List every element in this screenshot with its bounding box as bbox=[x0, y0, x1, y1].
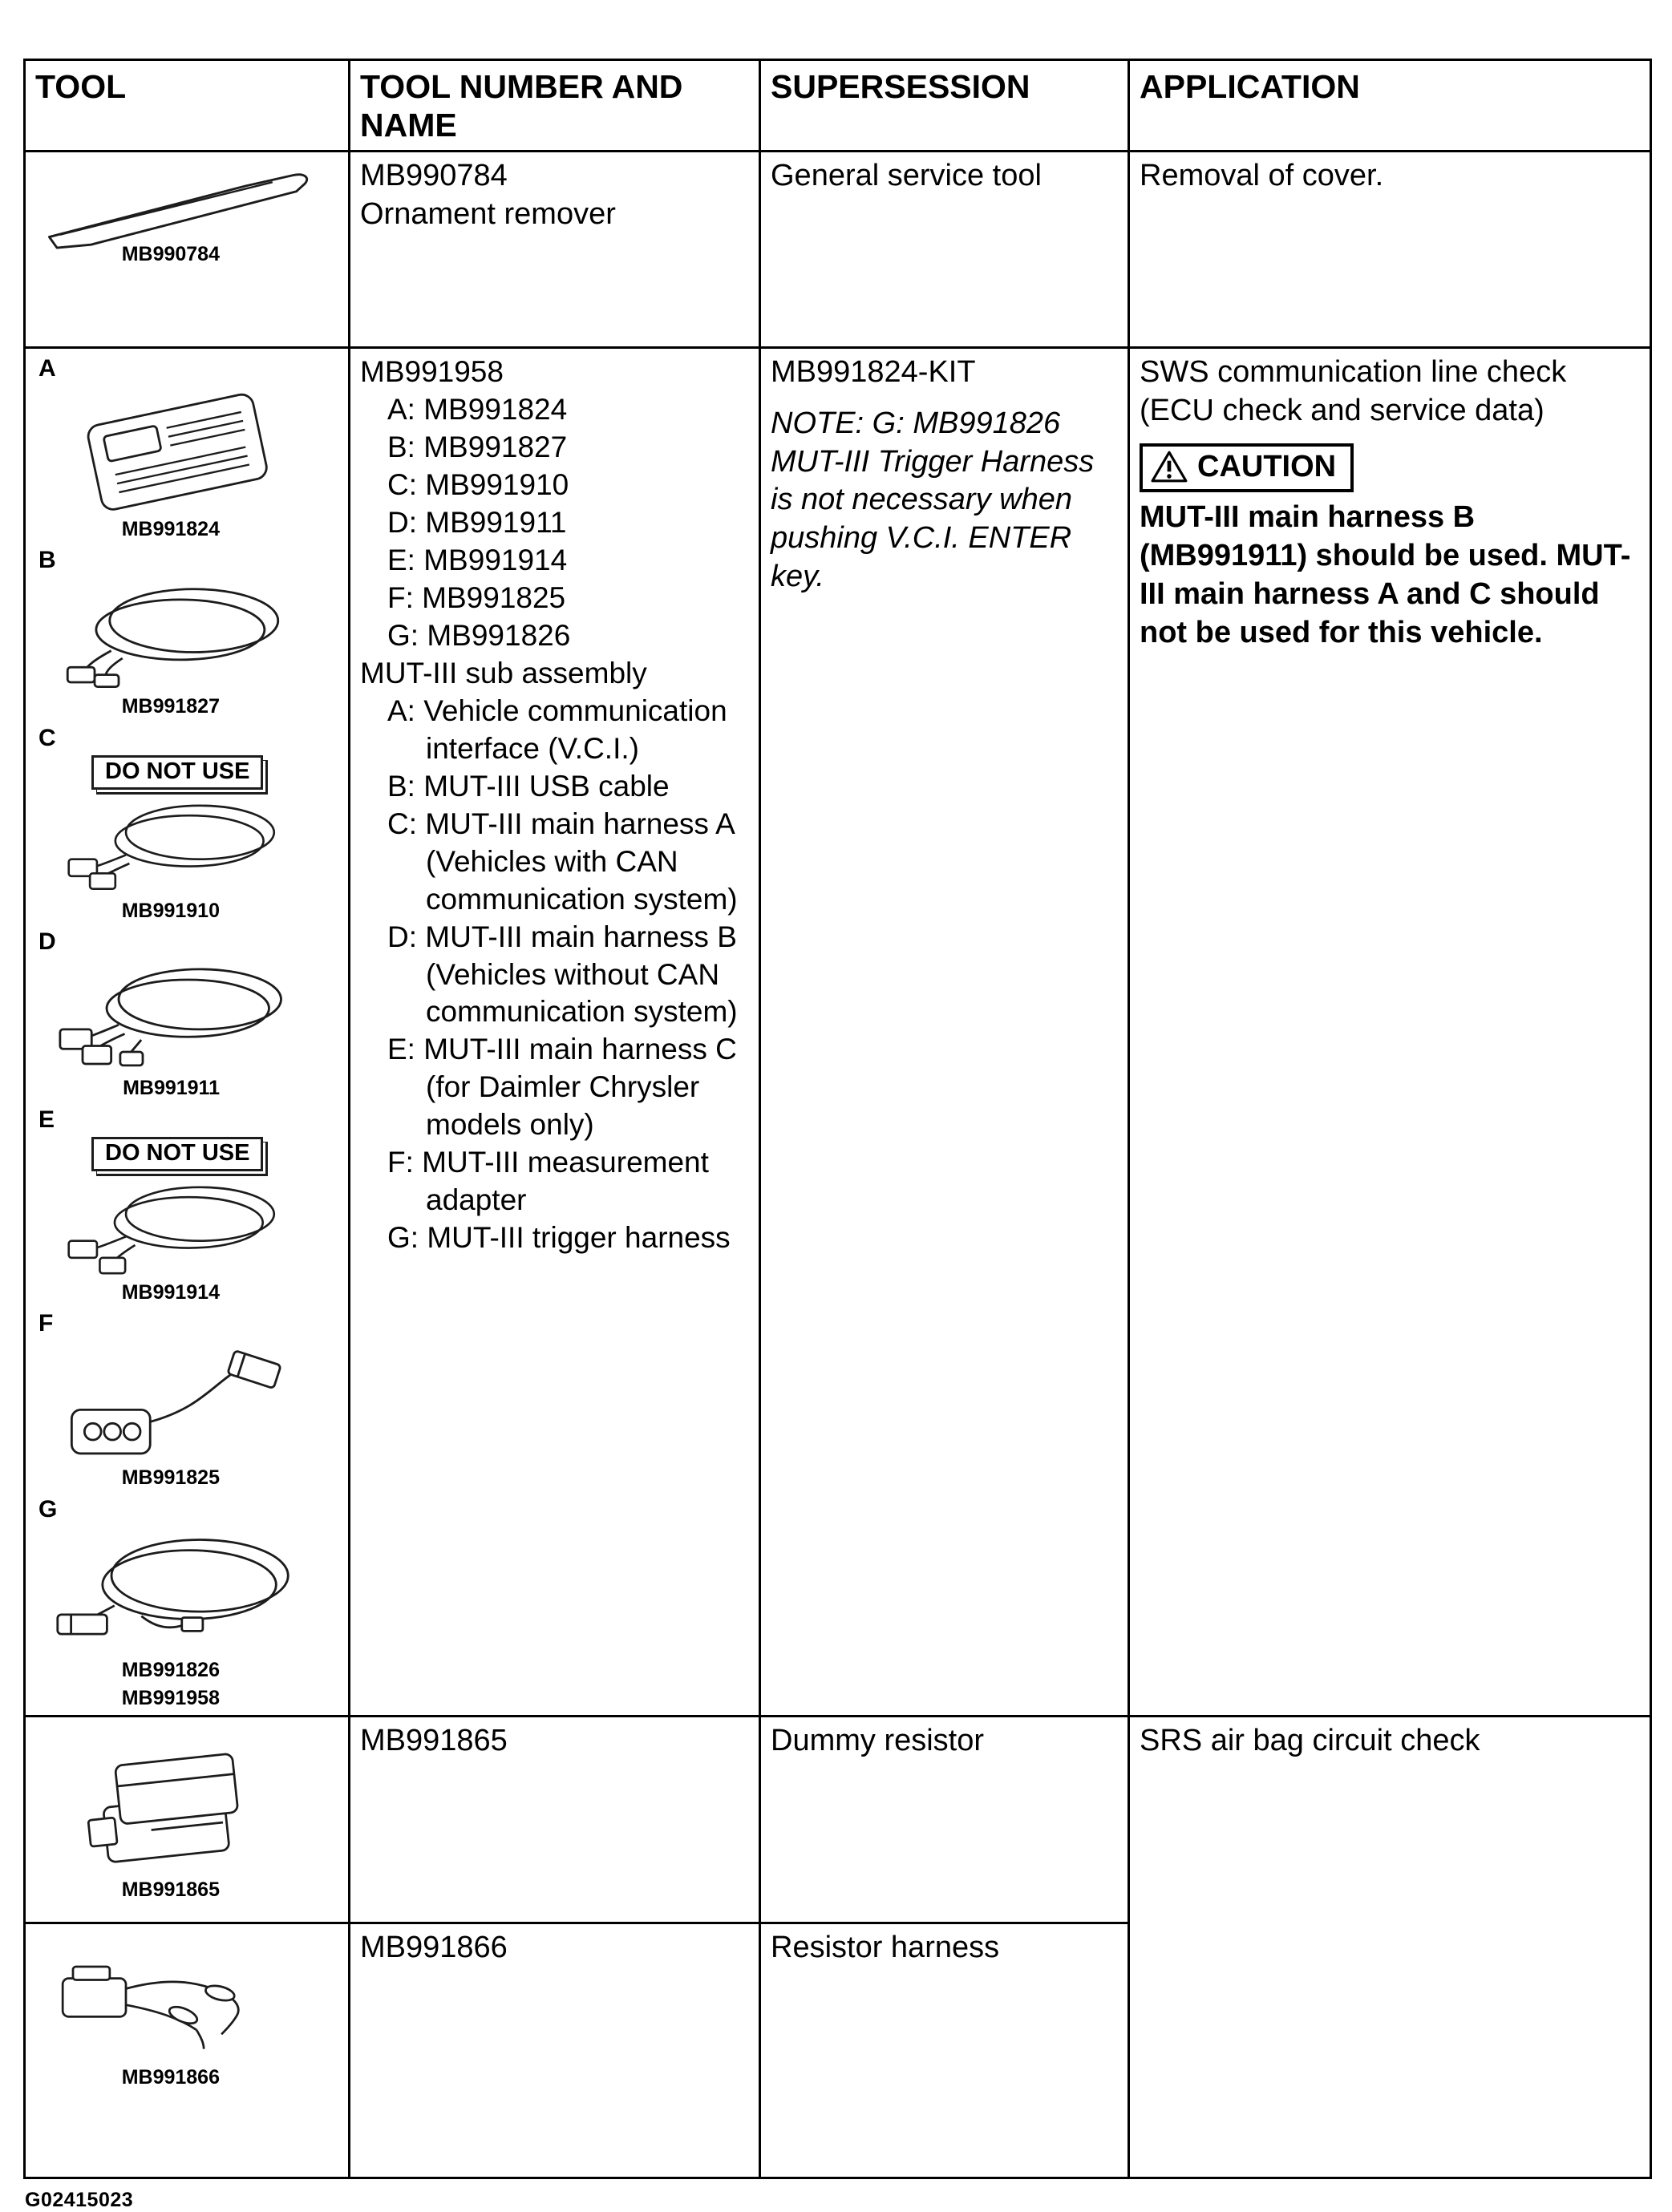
kit-line: A: MB991824 bbox=[387, 392, 568, 426]
caution-label: CAUTION bbox=[1197, 449, 1337, 483]
cell-dummy-supersession bbox=[760, 1716, 1129, 1923]
header-supersession: SUPERSESSION bbox=[760, 60, 1129, 152]
cell-dummy-number bbox=[350, 1716, 760, 1923]
main-harness-b-icon bbox=[47, 956, 311, 1076]
trigger-harness-icon bbox=[47, 1523, 311, 1658]
cell-resistor-illustration bbox=[25, 1923, 350, 2178]
application-text: SWS communication line check (ECU check and service data) bbox=[1140, 354, 1567, 427]
resistor-harness-icon bbox=[47, 1934, 311, 2070]
component-description: F: MUT-III measurement adapter bbox=[387, 1146, 709, 1217]
tool-item-e bbox=[35, 1108, 338, 1304]
part-number-label: MB991914 bbox=[121, 1280, 220, 1304]
figure-id: G02415023 bbox=[25, 2188, 134, 2211]
kit-line: E: MB991914 bbox=[387, 543, 568, 576]
application-text: SRS air bag circuit check bbox=[1140, 1723, 1480, 1757]
do-not-use-label: DO NOT USE bbox=[91, 1137, 263, 1171]
assembly-part-number-label: MB991958 bbox=[121, 1687, 220, 1710]
part-number-label: MB991824 bbox=[121, 517, 220, 540]
assembly-name: MUT-III sub assembly bbox=[360, 656, 647, 689]
supersession-text: General service tool bbox=[771, 158, 1042, 192]
tool-number: MB991866 bbox=[360, 1930, 508, 1964]
cell-mut-supersession bbox=[760, 347, 1129, 1716]
measurement-adapter-icon bbox=[47, 1337, 311, 1466]
cell-resistor-number bbox=[350, 1923, 760, 2178]
cell-ornament-supersession bbox=[760, 151, 1129, 347]
warning-triangle-icon bbox=[1151, 450, 1188, 483]
part-number-label: MB991865 bbox=[121, 1878, 220, 1901]
cell-mut-illustrations bbox=[25, 347, 350, 1716]
application-text: Removal of cover. bbox=[1140, 158, 1384, 192]
tool-letter: A bbox=[38, 354, 56, 382]
part-number-label: MB991825 bbox=[121, 1466, 220, 1490]
main-harness-c-icon bbox=[47, 1175, 311, 1280]
tool-letter: B bbox=[38, 547, 56, 574]
special-tools-table bbox=[23, 59, 1652, 2179]
tool-item-f bbox=[35, 1312, 338, 1490]
cell-dummy-illustration bbox=[25, 1716, 350, 1923]
part-number-label: MB991911 bbox=[123, 1077, 220, 1100]
header-tool: TOOL bbox=[25, 60, 350, 152]
cell-mut-number bbox=[350, 347, 760, 1716]
usb-cable-icon bbox=[47, 574, 311, 694]
tool-name: Ornament remover bbox=[360, 196, 616, 231]
row-dummy-resistor bbox=[25, 1716, 1651, 1923]
component-description: A: Vehicle communication interface (V.C.I.) bbox=[387, 694, 727, 765]
part-number-label: MB991910 bbox=[121, 899, 220, 922]
component-description: D: MUT-III main harness B (Vehicles without CAN communication system) bbox=[387, 920, 738, 1029]
tool-letter: C bbox=[38, 724, 56, 751]
row-ornament-remover bbox=[25, 151, 1651, 347]
caution-box bbox=[1140, 443, 1354, 493]
tool-letter: D bbox=[38, 928, 56, 956]
kit-number: MB991958 bbox=[360, 354, 504, 388]
component-description: G: MUT-III trigger harness bbox=[387, 1221, 731, 1255]
header-tool-number-name: TOOL NUMBER AND NAME bbox=[350, 60, 760, 152]
component-description: E: MUT-III main harness C (for Daimler Chrysler models only) bbox=[387, 1033, 737, 1142]
cell-ornament-number bbox=[350, 151, 760, 347]
tool-item-b bbox=[35, 548, 338, 718]
kit-line: B: MB991827 bbox=[387, 430, 568, 463]
ornament-remover-icon bbox=[37, 159, 330, 255]
kit-line: C: MB991910 bbox=[387, 467, 569, 501]
dummy-resistor-icon bbox=[47, 1729, 311, 1886]
kit-line: F: MB991825 bbox=[387, 580, 566, 614]
cell-ornament-illustration bbox=[25, 151, 350, 347]
supersession-text: MB991824-KIT bbox=[771, 354, 976, 389]
part-number-label: MB991826 bbox=[121, 1658, 220, 1681]
part-number-label: MB991866 bbox=[121, 2065, 220, 2089]
supersession-text: Resistor harness bbox=[771, 1930, 1000, 1964]
cell-ornament-application bbox=[1129, 151, 1651, 347]
caution-text: MUT-III main harness B (MB991911) should be used. MUT-III main harness A and C should not be used for this vehicle. bbox=[1140, 500, 1631, 649]
supersession-note: NOTE: G: MB991826 MUT-III Trigger Harness is not necessary when pushing V.C.I. ENTER key. bbox=[771, 406, 1095, 594]
header-application: APPLICATION bbox=[1129, 60, 1651, 152]
table-header-row bbox=[25, 60, 1651, 152]
tool-number: MB991865 bbox=[360, 1723, 508, 1757]
tool-letter: E bbox=[38, 1106, 55, 1133]
component-description: B: MUT-III USB cable bbox=[387, 769, 670, 803]
row-mut-sub-assembly bbox=[25, 347, 1651, 1716]
tool-item-d bbox=[35, 930, 338, 1100]
supersession-text: Dummy resistor bbox=[771, 1723, 985, 1757]
tool-letter: F bbox=[38, 1310, 54, 1337]
part-number-label: MB991827 bbox=[121, 695, 220, 718]
component-description: C: MUT-III main harness A (Vehicles with CAN communication system) bbox=[387, 807, 738, 916]
cell-resistor-supersession bbox=[760, 1923, 1129, 2178]
kit-line: G: MB991826 bbox=[387, 618, 571, 652]
tool-letter: G bbox=[38, 1495, 58, 1523]
cell-srs-application bbox=[1129, 1716, 1651, 2178]
main-harness-a-icon bbox=[47, 793, 311, 899]
tool-item-c bbox=[35, 726, 338, 923]
cell-mut-application bbox=[1129, 347, 1651, 1716]
do-not-use-label: DO NOT USE bbox=[91, 755, 263, 790]
tool-item-a bbox=[35, 354, 338, 541]
part-number-label: MB990784 bbox=[121, 242, 220, 265]
tool-item-g bbox=[35, 1495, 338, 1710]
tool-number: MB990784 bbox=[360, 158, 508, 192]
vci-device-icon bbox=[47, 382, 311, 517]
kit-line: D: MB991911 bbox=[387, 505, 567, 539]
